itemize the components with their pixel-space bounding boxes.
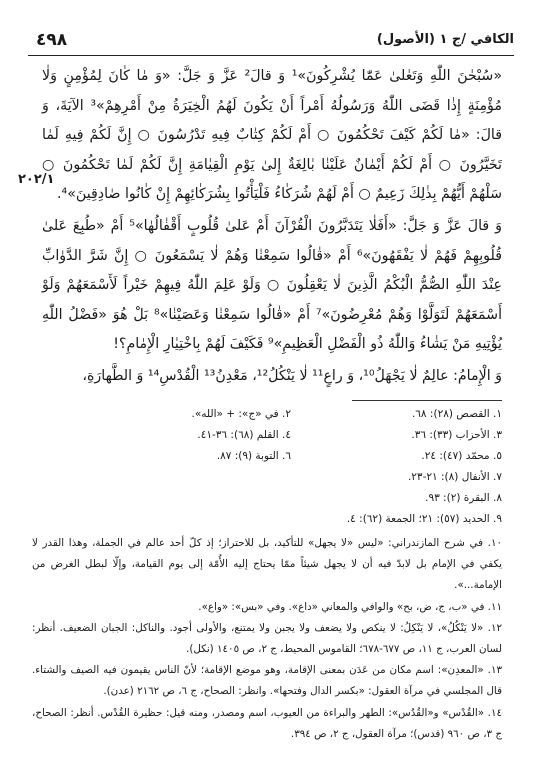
main-paragraph: وَ الْإِمامُ: عالِمٌ لٰا يَجْهَلُ¹⁰، وَ راعٍ¹¹ لٰا يَنْكُلُ¹²، مَعْدِنُ¹³ الْقُدْسِ¹⁴ وَ الطَّهارَةِ، [82, 367, 502, 384]
footnote-item [80, 509, 291, 530]
header-rule [28, 55, 514, 56]
main-text [42, 62, 502, 392]
footnote-item: ٤. القلم (٦٨): ٣٦-٤١. [197, 429, 291, 441]
footnote-notes [32, 533, 502, 745]
footnote-item: ٩. الحديد (٥٧): ٢١؛ الجمعة (٦٢): ٤. [346, 513, 502, 525]
footnote-item: ٧. الأنفال (٨): ٢١-٢٣. [407, 471, 502, 483]
footnote-item: ٦. التوبة (٩): ٨٧. [216, 450, 291, 462]
footnote-item: ٣. الأحزاب (٣٣): ٣٦. [411, 429, 502, 441]
running-title: الكافي /ج ١ (الأصول) [376, 32, 514, 47]
footnote-note: ١٢. «لا يَنْكُلُ»، لا يَنْكِلُ: لا ينكص ولا يضعف ولا يجبن ولا يمتنع، والأولى أجود. والناكل: الجبان الضعيف. أنظر: لسان العرب، ج ١١، ص ٦٧٧-٦٧٨؛ القاموس المحيط، ج ٢، ص ١٤٠٥ (نكل). [32, 621, 502, 656]
footnote-note: ١٣. «المعدِن»: اسم مكان من عَدَن بمعنى الإقامة، وهو موضع الإقامة؛ لأنّ الناس يقيمون فيه الصيف والشتاء. قال المجلسي في مرآة العقول: «بكسر الدال وفتحها». وانظر: الصحاح، ج ٦، ص ٢١٦٢ (عدن). [32, 664, 502, 698]
page-number: ٤٩٨ [36, 30, 68, 50]
footnote-row [80, 509, 502, 530]
main-paragraph: وَ قالَ عَزَّ وَ جَلَّ: «أَفَلٰا يَتَدَبَّرُونَ الْقُرْآنَ أَمْ عَلىٰ قُلُوبٍ أَقْفٰالُهٰا»⁵ أَمْ «طُبِعَ عَلىٰ قُلُوبِهِمْ فَهُمْ لٰا يَفْقَهُونَ»⁶ أَمْ «قٰالُوا سَمِعْنٰا وَهُمْ لٰا يَسْمَعُونَ ○ إِنَّ شَرَّ الدَّوٰابِّ عِنْدَ اللّٰهِ الصُّمُّ الْبُكْمُ الَّذِينَ لٰا يَعْقِلُونَ ○ وَلَوْ عَلِمَ اللّٰهُ فِيهِمْ خَيْراً لَأَسْمَعَهُمْ وَلَوْ أَسْمَعَهُمْ لَتَوَلَّوْا وَهُمْ مُعْرِضُونَ»⁷ أَمْ «قٰالُوا سَمِعْنٰا وَعَصَيْنٰا»⁸ بَلْ هُوَ «فَضْلُ اللّٰهِ يُؤْتِيهِ مَنْ يَشٰاءُ وَاللّٰهُ ذُو الْفَضْلِ الْعَظِيمِ»⁹ فَكَيْفَ لَهُمْ بِاخْتِيٰارِ الْإِمٰامِ؟! [42, 217, 503, 353]
footnote-item: ٥. محمّد (٤٧): ٢٤. [421, 450, 502, 462]
footnote-row [80, 446, 502, 467]
footnote-note: ١٤. «القُدْس» و«القُدُس»: الطهر والبراءة من العيوب، اسم ومصدر، ومنه قيل: حظيرة القُدْس. أنظر: الصحاح، ج ٣، ص ٩٦٠ (قدس)؛ مرآة العقول، ج ٢، ص ٣٩٤. [32, 706, 502, 740]
margin-reference: ٢٠٢/١ [18, 172, 55, 187]
footnote-item: ٨. البقرة (٢): ٩٣. [425, 492, 502, 504]
footnote-separator [352, 400, 502, 401]
main-paragraph: «سُبْحٰنَ اللّٰهِ وَتَعٰلىٰ عَمّٰا يُشْرِكُونَ»¹ وَ قالَ² عَزَّ وَ جَلَّ: «وَ مٰا كٰانَ لِمُؤْمِنٍ وَلٰا مُؤْمِنَةٍ إِذٰا قَضَى اللّٰهُ وَرَسُولُهُ أَمْراً أَنْ يَكُونَ لَهُمُ الْخِيَرَةُ مِنْ أَمْرِهِمْ»³ الآيَةَ، وَ قالَ: «مٰا لَكُمْ كَيْفَ تَحْكُمُونَ ○ أَمْ لَكُمْ كِتٰابٌ فِيهِ تَدْرُسُونَ ○ إِنَّ لَكُمْ فِيهِ لَمٰا تَخَيَّرُونَ ○ أَمْ لَكُمْ أَيْمٰانٌ عَلَيْنٰا بٰالِغَةٌ إِلىٰ يَوْمِ الْقِيٰامَةِ إِنَّ لَكُمْ لَمٰا تَحْكُمُونَ ○ سَلْهُمْ أَيُّهُمْ بِذٰلِكَ زَعِيمٌ ○ أَمْ لَهُمْ شُرَكٰاءُ فَلْيَأْتُوا بِشُرَكٰائِهِمْ إِنْ كٰانُوا صٰادِقِينَ»⁴. [42, 68, 502, 203]
page-header [28, 30, 514, 52]
footnote-row [80, 425, 502, 446]
footnote-item: ٢. في «ج»: + «الله». [191, 408, 291, 420]
footnote-row [80, 404, 502, 425]
footnote-note: ١٠. في شرح المازندراني: «ليس «لا يجهل» للتأكيد، بل للاحتراز؛ إذ كلّ أحد عالم في الجملة، وهذا القدر لا يكفي في الإمام بل لابدّ فيه أن لا يجهل شيئاً ممّا يحتاج إليه الأُمّة إلى يوم القيامة، وإلّا لبطل الغرض من الإمامة...». [32, 537, 502, 592]
footnote-item [80, 467, 291, 488]
footnote-row [80, 467, 502, 488]
footnote-references [80, 404, 502, 530]
footnote-note: ١١. في «ب، ج، ض، بح» والوافي والمعاني «داع». وفي «بس»: «واع». [198, 600, 502, 613]
footnote-item: ١. القصص (٢٨): ٦٨. [411, 408, 502, 420]
footnote-item [80, 488, 291, 509]
footnote-row [80, 488, 502, 509]
